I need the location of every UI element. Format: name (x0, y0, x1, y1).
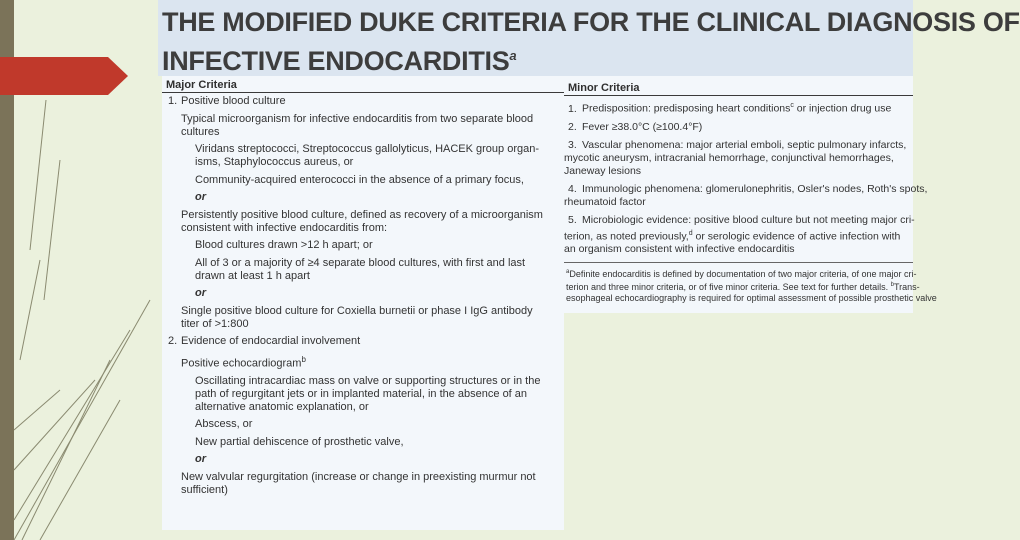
minor-item-5-line-2 (564, 227, 913, 244)
enterococci-line: Community-acquired enterococci in the absence of a primary focus, (195, 173, 524, 186)
abscess-line: Abscess, or (195, 418, 253, 431)
title-line-2: INFECTIVE ENDOCARDITIS (162, 46, 510, 76)
typical-organism-line-2: cultures (181, 125, 220, 138)
oscillating-mass-line-3: alternative anatomic explanation, or (195, 400, 369, 413)
viridans-line-2: isms, Staphylococcus aureus, or (195, 156, 354, 168)
minor-item-1-text: Predisposition: predisposing heart conditions (582, 102, 791, 115)
footnote-line-2-end: Trans- (894, 282, 920, 292)
item-number: 4. (568, 182, 577, 195)
or-separator-2: or (195, 287, 206, 299)
dehiscence-line: New partial dehiscence of prosthetic valve, (195, 435, 404, 448)
item-number: 1. (568, 102, 577, 115)
minor-criteria-header: Minor Criteria (564, 79, 913, 96)
item-number: 2. (168, 335, 178, 347)
oscillating-mass-line-2: path of regurgitant jets or in implanted material, in the absence of an (195, 387, 528, 400)
title-box (158, 0, 1020, 76)
item-number: 2. (568, 120, 577, 133)
footnote (564, 262, 937, 303)
item-number: 3. (568, 138, 577, 151)
persistent-culture-line-1: Persistently positive blood culture, defined as recovery of a microorganism (181, 208, 543, 221)
minor-item-4-line-1: Immunologic phenomena: glomerulonephritis, Osler's nodes, Roth's spots, (582, 182, 928, 195)
minor-item-2-text: Fever ≥38.0°C (≥100.4°F) (582, 120, 703, 133)
major-criteria-panel (162, 76, 564, 530)
footnote-mark: b (301, 354, 306, 364)
majority-cultures-line-2: drawn at least 1 h apart (195, 269, 310, 282)
arrow-shape (0, 57, 128, 95)
positive-echo-line (162, 353, 564, 371)
major-item-1-text: Positive blood culture (181, 95, 286, 107)
major-item-1 (162, 95, 564, 108)
persistent-culture-line-2: consistent with infective endocarditis from: (181, 221, 388, 234)
footnote-line-2 (566, 280, 920, 293)
oscillating-mass-line-1: Oscillating intracardiac mass on valve or supporting structures or in the (195, 374, 541, 387)
minor-item-3-line-3: Janeway lesions (564, 164, 642, 177)
title-footnote-mark: a (509, 48, 517, 63)
regurgitation-line-2: sufficient) (181, 483, 228, 496)
minor-item-2 (564, 121, 913, 134)
page-title (162, 6, 1020, 78)
minor-criteria-list (564, 96, 937, 303)
minor-item-4 (564, 182, 928, 196)
footnote-mark: d (688, 229, 693, 237)
positive-echo-text: Positive echocardiogram (181, 357, 302, 370)
typical-organism-line-1: Typical microorganism for infective endocarditis from two separate blood (181, 112, 534, 125)
footnote-mark: c (790, 102, 794, 109)
coxiella-line-1: Single positive blood culture for Coxiella burnetii or phase I IgG antibody (181, 304, 533, 317)
or-separator-1: or (195, 191, 206, 203)
coxiella-line-2: titer of >1:800 (181, 317, 249, 330)
major-criteria-list (162, 93, 564, 497)
minor-item-5-line-2-text: terion, as noted previously, (564, 230, 689, 242)
cultures-12h-line: Blood cultures drawn >12 h apart; or (195, 239, 373, 251)
footnote-line-1-text: Definite endocarditis is defined by documentation of two major criteria, of one major cri- (569, 269, 917, 279)
minor-item-5 (564, 214, 913, 227)
minor-item-1 (564, 99, 913, 116)
minor-item-3 (564, 139, 913, 152)
footnote-mark: b (890, 282, 894, 288)
minor-item-5-line-3: an organism consistent with infective endocarditis (564, 243, 795, 255)
major-criteria-header: Major Criteria (162, 76, 564, 93)
majority-cultures-line-1: All of 3 or a majority of ≥4 separate blood cultures, with first and last (195, 256, 526, 269)
viridans-line-1: Viridans streptococci, Streptococcus gallolyticus, HACEK group organ- (195, 143, 540, 155)
minor-item-1-end: or injection drug use (793, 102, 892, 115)
title-line-1: THE MODIFIED DUKE CRITERIA FOR THE CLINICAL DIAGNOSIS OF (162, 7, 1020, 37)
major-item-2-text: Evidence of endocardial involvement (181, 335, 361, 347)
minor-item-5-line-2-end: or serologic evidence of active infection with (692, 230, 901, 242)
footnote-line-2-text: terion and three minor criteria, or of five minor criteria. See text for further details. (566, 282, 889, 292)
or-separator-3: or (195, 453, 206, 466)
minor-item-4-line-2: rheumatoid factor (564, 195, 646, 208)
minor-item-3-line-1: Vascular phenomena: major arterial emboli, septic pulmonary infarcts, (582, 138, 907, 151)
footnote-line-3: esophageal echocardiography is required for optimal assessment of possible prosthetic valve (566, 293, 937, 303)
footnote-line-1 (566, 267, 917, 280)
regurgitation-line-1: New valvular regurgitation (increase or change in preexisting murmur not (181, 470, 536, 483)
item-number: 5. (568, 213, 577, 226)
item-number: 1. (168, 95, 178, 107)
minor-item-3-line-2: mycotic aneurysm, intracranial hemorrhage, conjunctival hemorrhages, (564, 151, 894, 164)
minor-item-5-line-1: Microbiologic evidence: positive blood culture but not meeting major cri- (582, 213, 915, 226)
minor-criteria-panel (564, 76, 937, 313)
major-item-2 (162, 335, 564, 348)
footnote-mark: a (566, 269, 570, 275)
